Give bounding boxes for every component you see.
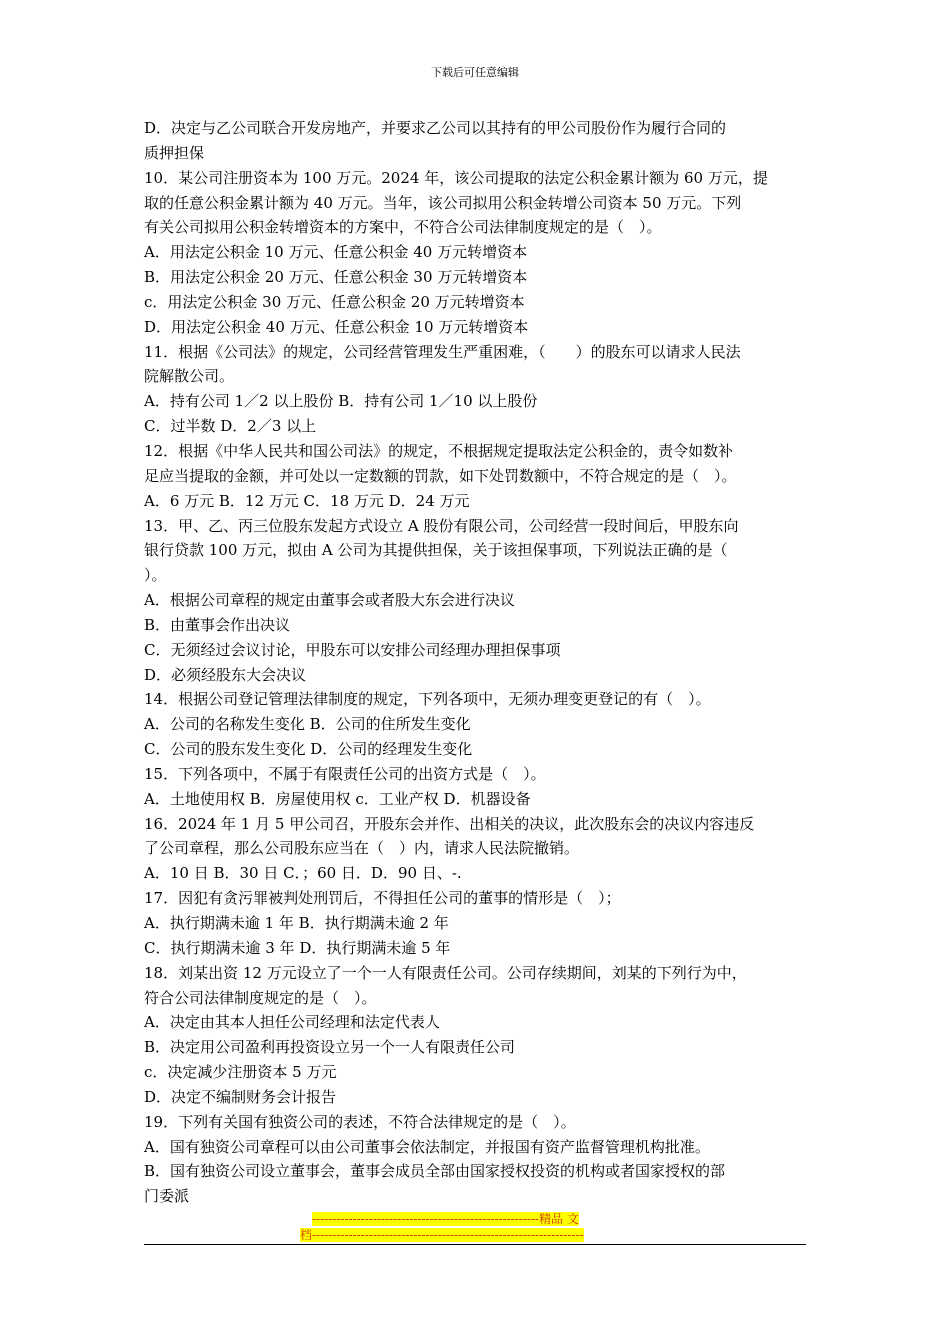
text-line: 银行贷款 100 万元，拟由 A 公司为其提供担保，关于该担保事项，下列说法正确的是（ bbox=[144, 541, 728, 560]
text-line: 有关公司拟用公积金转增资本的方案中，不符合公司法律制度规定的是（ ）。 bbox=[144, 218, 662, 237]
text-line: 12．根据《中华人民共和国公司法》的规定，不根据规定提取法定公积金的，责令如数补 bbox=[144, 441, 734, 460]
text-line: A．10 日 B．30 日 C．；60 日．D．90 日、-. bbox=[144, 864, 462, 883]
text-line: 18．刘某出资 12 万元设立了一个一人有限责任公司。公司存续期间，刘某的下列行为中， bbox=[144, 963, 747, 982]
text-line: C．过半数 D．2／3 以上 bbox=[144, 417, 317, 436]
text-line: A．6 万元 B．12 万元 C．18 万元 D．24 万元 bbox=[144, 491, 470, 510]
text-line: A．决定由其本人担任公司经理和法定代表人 bbox=[144, 1013, 440, 1032]
text-line: C．无须经过会议讨论，甲股东可以安排公司经理办理担保事项 bbox=[144, 640, 561, 659]
text-line: A．土地使用权 B．房屋使用权 c．工业产权 D．机器设备 bbox=[144, 789, 531, 808]
footer-banner bbox=[300, 1211, 650, 1243]
text-line: A．持有公司 1／2 以上股份 B．持有公司 1／10 以上股份 bbox=[144, 392, 538, 411]
text-line: B．国有独资公司设立董事会，董事会成员全部由国家授权投资的机构或者国家授权的部 bbox=[144, 1162, 726, 1181]
text-line: 19．下列有关国有独资公司的表述，不符合法律规定的是（ ）。 bbox=[144, 1112, 576, 1131]
footer-banner-line-2: 档------------------------------------------------------------------- bbox=[300, 1228, 584, 1242]
text-line: D．决定不编制财务会计报告 bbox=[144, 1087, 337, 1106]
text-line: 14．根据公司登记管理法律制度的规定，下列各项中，无须办理变更登记的有（ ）。 bbox=[144, 690, 711, 709]
text-line: 了公司章程，那么公司股东应当在（ ）内，请求人民法院撤销。 bbox=[144, 839, 580, 858]
footer-divider bbox=[144, 1244, 806, 1245]
text-line: A．根据公司章程的规定由董事会或者股大东会进行决议 bbox=[144, 591, 515, 610]
text-line: D．决定与乙公司联合开发房地产，并要求乙公司以其持有的甲公司股份作为履行合同的 bbox=[144, 119, 727, 137]
text-line: c．用法定公积金 30 万元、任意公积金 20 万元转增资本 bbox=[144, 292, 525, 311]
text-line: B．用法定公积金 20 万元、任意公积金 30 万元转增资本 bbox=[144, 268, 528, 287]
text-line: 11．根据《公司法》的规定，公司经营管理发生严重困难，（ ）的股东可以请求人民法 bbox=[144, 342, 741, 361]
text-line: c．决定减少注册资本 5 万元 bbox=[144, 1063, 337, 1082]
text-line: D．用法定公积金 40 万元、任意公积金 10 万元转增资本 bbox=[144, 317, 529, 336]
text-line: B．由董事会作出决议 bbox=[144, 615, 291, 634]
page-header: 下载后可任意编辑 bbox=[431, 66, 519, 79]
text-line: 符合公司法律制度规定的是（ ）。 bbox=[144, 988, 377, 1007]
text-line: 10．某公司注册资本为 100 万元。2024 年，该公司提取的法定公积金累计额为 60 万元，提 bbox=[144, 168, 768, 187]
text-line: 质押担保 bbox=[144, 143, 205, 162]
text-line: A．执行期满未逾 1 年 B．执行期满未逾 2 年 bbox=[144, 914, 449, 932]
text-line: A．公司的名称发生变化 B．公司的住所发生变化 bbox=[144, 715, 471, 734]
text-line: 门委派 bbox=[144, 1187, 190, 1206]
text-line: D．必须经股东大会决议 bbox=[144, 665, 307, 684]
text-line: 17．因犯有贪污罪被判处刑罚后，不得担任公司的董事的情形是（ ）； bbox=[144, 889, 621, 908]
text-line: 15．下列各项中，不属于有限责任公司的出资方式是（ ）。 bbox=[144, 764, 546, 783]
text-line: 足应当提取的金额，并可处以一定数额的罚款，如下处罚数额中，不符合规定的是（ ）。 bbox=[144, 466, 737, 485]
text-line: 13．甲、乙、丙三位股东发起方式设立 A 股份有限公司，公司经营一段时间后，甲股东向 bbox=[144, 516, 739, 535]
text-line: ）。 bbox=[144, 566, 167, 585]
document-body bbox=[144, 116, 808, 1209]
text-line: C．公司的股东发生变化 D．公司的经理发生变化 bbox=[144, 740, 473, 759]
text-line: 院解散公司。 bbox=[144, 367, 235, 386]
text-line: 16．2024 年 1 月 5 甲公司召，开股东会并作、出相关的决议，此次股东会的决议内容违反 bbox=[144, 814, 755, 833]
text-line: B．决定用公司盈利再投资设立另一个一人有限责任公司 bbox=[144, 1038, 516, 1057]
footer-banner-line-1: --------------------------------------------------------精品 文 bbox=[312, 1212, 579, 1226]
text-line: 取的任意公积金累计额为 40 万元。当年，该公司拟用公积金转增公司资本 50 万元。下列 bbox=[144, 193, 742, 212]
text-line: A．用法定公积金 10 万元、任意公积金 40 万元转增资本 bbox=[144, 243, 528, 262]
text-line: A．国有独资公司章程可以由公司董事会依法制定，并报国有资产监督管理机构批准。 bbox=[144, 1137, 710, 1156]
text-line: C．执行期满未逾 3 年 D．执行期满未逾 5 年 bbox=[144, 938, 451, 957]
